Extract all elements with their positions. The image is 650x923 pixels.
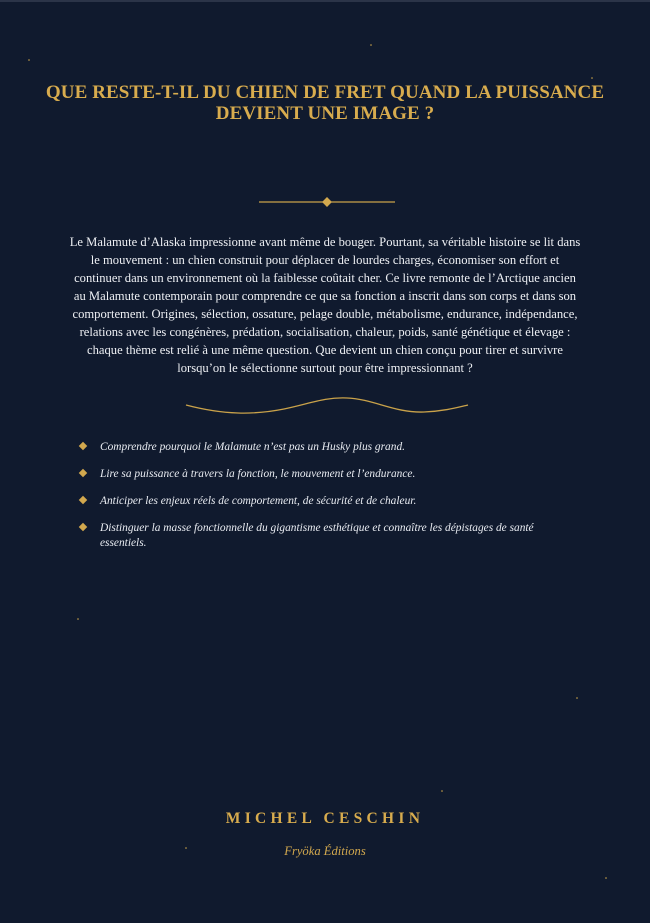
key-point-item bbox=[78, 467, 578, 482]
diamond-icon bbox=[79, 523, 87, 531]
key-point-item bbox=[78, 494, 578, 509]
description-line: chaque thème est relié à une même question. Que devient un chien conçu pour tirer et survivre bbox=[87, 343, 563, 357]
diamond-icon bbox=[79, 469, 87, 477]
key-point-text: Distinguer la masse fonctionnelle du gigantisme esthétique et connaître les dépistages de santé essentiels. bbox=[100, 522, 534, 549]
star bbox=[28, 59, 30, 61]
description-line: le mouvement : un chien construit pour déplacer de lourdes charges, économiser son effort et bbox=[90, 253, 560, 267]
star bbox=[576, 697, 578, 699]
star bbox=[605, 877, 607, 879]
top-border bbox=[0, 0, 650, 2]
description-line: comportement. Origines, sélection, ossature, pelage double, métabolisme, endurance, indépendance, bbox=[72, 307, 578, 321]
star bbox=[77, 618, 79, 620]
page-title bbox=[40, 82, 610, 124]
description-line: au Malamute contemporain pour comprendre ce que sa fonction a inscrit dans son corps et dans son bbox=[73, 289, 577, 303]
star bbox=[370, 44, 372, 46]
key-point-text: Comprendre pourquoi le Malamute n’est pas un Husky plus grand. bbox=[100, 441, 405, 453]
wave-divider-icon bbox=[184, 395, 470, 417]
key-point-text: Lire sa puissance à travers la fonction, le mouvement et l’endurance. bbox=[100, 468, 416, 480]
key-point-text: Anticiper les enjeux réels de comportement, de sécurité et de chaleur. bbox=[100, 495, 417, 507]
publisher-name: Fryöka Éditions bbox=[284, 844, 366, 858]
description-line: continuer dans un environnement où la faiblesse coûtait cher. Ce livre remonte de l’Arctique ancien bbox=[74, 271, 576, 285]
star bbox=[441, 790, 443, 792]
author-name: MICHEL CESCHIN bbox=[225, 810, 425, 827]
diamond-icon bbox=[79, 442, 87, 450]
diamond-icon bbox=[79, 496, 87, 504]
description-line: lorsqu’on le sélectionne surtout pour être impressionnant ? bbox=[177, 361, 473, 375]
diamond-divider-icon bbox=[259, 196, 395, 208]
key-points-list bbox=[78, 440, 578, 563]
description-line: relations avec les congénères, prédation, socialisation, chaleur, poids, santé génétique et élevage : bbox=[79, 325, 571, 339]
book-description bbox=[52, 233, 598, 377]
title-line-1: QUE RESTE-T-IL DU CHIEN DE FRET QUAND LA PUISSANCE bbox=[45, 82, 605, 103]
key-point-item bbox=[78, 521, 578, 551]
title-line-2: DEVIENT UNE IMAGE ? bbox=[215, 103, 435, 124]
key-point-item bbox=[78, 440, 578, 455]
description-line: Le Malamute d’Alaska impressionne avant même de bouger. Pourtant, sa véritable histoire se lit dans bbox=[69, 235, 581, 249]
star bbox=[591, 77, 593, 79]
